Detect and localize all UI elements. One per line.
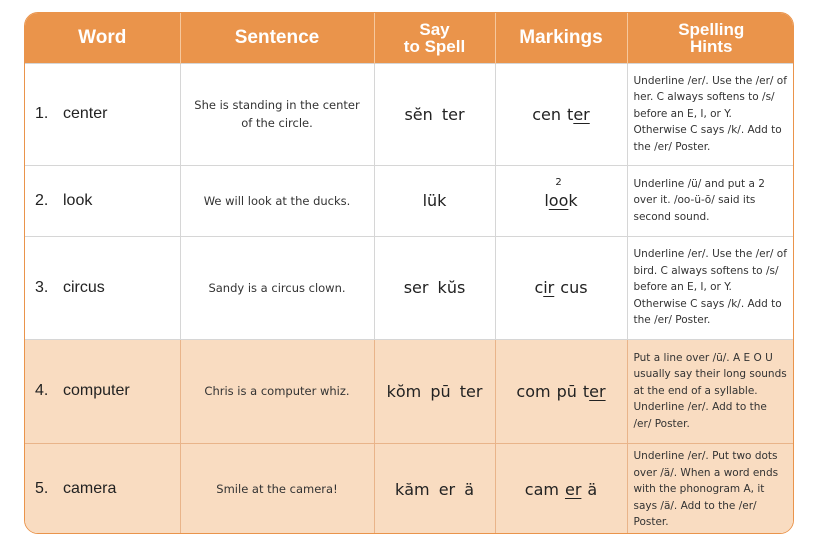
header-say-to-spell (374, 13, 495, 63)
sentence-cell: She is standing in the center of the circle. (180, 63, 374, 165)
marking-underlined: oo (548, 191, 569, 210)
hint-cell: Underline /er/. Put two dots over /ä/. When a word ends with the phonogram A, it says /ä/. Add to the /er/ Poster. (627, 443, 794, 534)
header-row (25, 13, 794, 63)
say-to-spell-cell: ser kŭs (374, 236, 495, 339)
word-text: computer (63, 382, 130, 399)
table-row (25, 165, 794, 236)
table-row (25, 443, 794, 534)
word-text: look (63, 191, 93, 209)
word-cell (25, 165, 180, 236)
table-row (25, 339, 794, 443)
word-cell (25, 443, 180, 534)
spelling-table-card (24, 12, 794, 534)
marking-syllable (567, 105, 590, 124)
marking-plain: c (534, 278, 544, 297)
marking-plain: t (582, 381, 590, 401)
word-cell (25, 63, 180, 165)
hint-cell: Underline /ü/ and put a 2 over it. /oo-ü-ō/ said its second sound. (627, 165, 794, 236)
marking-plain: t (567, 104, 574, 124)
spelling-table (25, 13, 794, 534)
marking-underlined: er (589, 381, 606, 401)
marking-with-number (548, 177, 569, 210)
hint-cell: Underline /er/. Use the /er/ of bird. C always softens to /s/ before an E, I, or Y. Otherwise C says /k/. Add to the /er/ Poster. (627, 236, 794, 339)
word-text: center (63, 105, 108, 122)
sentence-cell: We will look at the ducks. (180, 165, 374, 236)
marking-plain: k (568, 191, 578, 210)
marking-syllable: cus (560, 278, 588, 297)
header-sentence: Sentence (180, 13, 374, 63)
header-say-line1: Say (419, 19, 450, 39)
say-to-spell-cell: sĕn ter (374, 63, 495, 165)
say-to-spell-cell: kăm er ä (374, 443, 495, 534)
word-text: camera (63, 480, 117, 498)
header-markings: Markings (495, 13, 627, 63)
markings-cell (495, 165, 627, 236)
header-hints-line2: Hints (690, 36, 733, 56)
table-row (25, 63, 794, 165)
row-number: 4. (35, 382, 49, 399)
markings-cell (495, 236, 627, 339)
word-cell (25, 236, 180, 339)
sentence-cell: Chris is a computer whiz. (180, 339, 374, 443)
row-number: 1. (35, 105, 49, 122)
header-hints-line1: Spelling (678, 19, 745, 39)
markings-cell (495, 63, 627, 165)
say-to-spell-cell: lük (374, 165, 495, 236)
sentence-cell: Sandy is a circus clown. (180, 236, 374, 339)
hint-cell: Put a line over /ū/. A E O U usually say their long sounds at the end of a syllable. Underline /er/. Add to the /er/ Poster. (627, 339, 794, 443)
marking-syllable: pū (556, 381, 577, 401)
marking-syllable (534, 278, 554, 297)
markings-cell (495, 339, 627, 443)
hint-cell: Underline /er/. Use the /er/ of her. C always softens to /s/ before an E, I, or Y. Otherwise C says /k/. Add to the /er/ Poster. (627, 63, 794, 165)
word-text: circus (63, 278, 105, 296)
marking-plain: l (544, 191, 549, 210)
table-row (25, 236, 794, 339)
markings-cell (495, 443, 627, 534)
say-to-spell-cell: kŏm pū ter (374, 339, 495, 443)
marking-syllable: cen (532, 104, 562, 124)
word-cell (25, 339, 180, 443)
row-number: 5. (35, 480, 49, 498)
row-number: 3. (35, 278, 49, 296)
marking-syllable: ä (587, 479, 598, 499)
phonogram-number: 2 (555, 177, 562, 188)
marking-syllable (583, 382, 606, 401)
marking-syllable: com (516, 381, 551, 401)
header-spelling-hints (627, 13, 794, 63)
marking-syllable: cam (524, 479, 559, 499)
marking-underlined: ir (543, 278, 555, 297)
marking-underlined: er (564, 479, 582, 499)
sentence-cell: Smile at the camera! (180, 443, 374, 534)
row-number: 2. (35, 191, 49, 209)
marking-underlined: er (573, 104, 590, 124)
header-say-line2: to Spell (403, 36, 466, 56)
header-word: Word (25, 13, 180, 63)
